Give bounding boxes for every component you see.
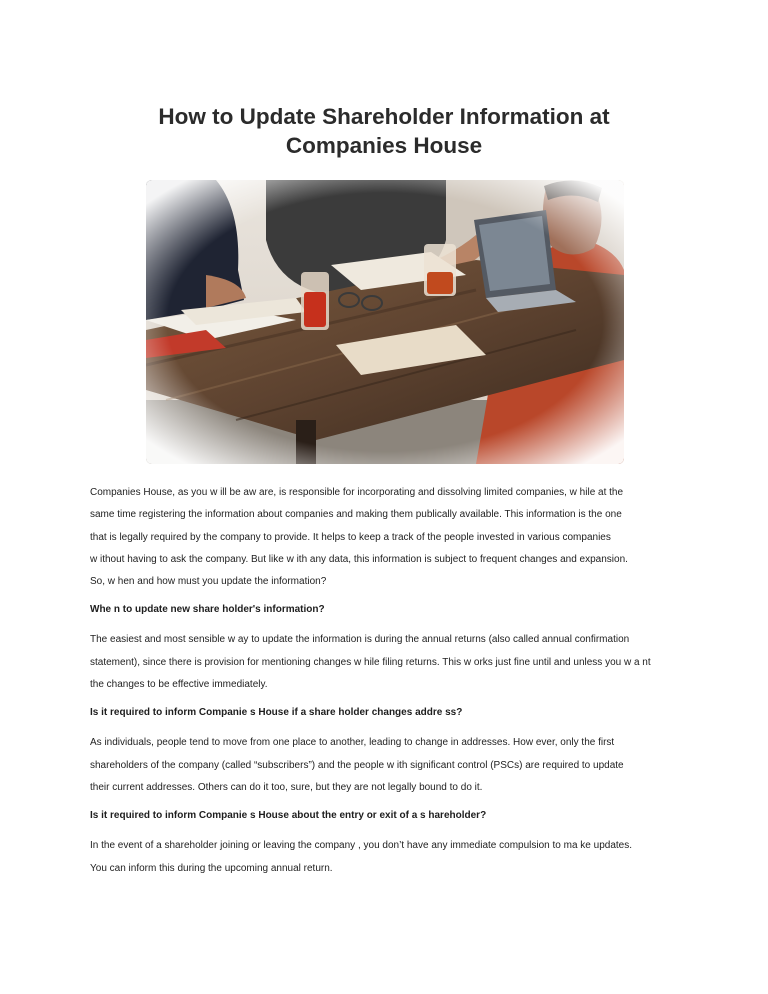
title-line-1: How to Update Shareholder Information at [158, 104, 610, 129]
section-paragraph-entry-exit [90, 835, 690, 880]
paragraph-line: statement), since there is provision for mentioning changes w hile filing returns. This w orks just fine until and unless you w a nt [90, 656, 651, 668]
paragraph-line: their current addresses. Others can do it too, sure, but they are not legally bound to do it. [90, 781, 483, 793]
page-title [90, 102, 678, 160]
paragraph-line: The easiest and most sensible w ay to update the information is during the annual returns (also called annual confirmation [90, 634, 630, 646]
paragraph-line: the changes to be effective immediately. [90, 679, 268, 691]
paragraph-line: As individuals, people tend to move from one place to another, leading to change in addresses. How ever, only the first [90, 737, 615, 749]
paragraph-line: In the event of a shareholder joining or leaving the company , you don’t have any immediate compulsion to ma ke updates. [90, 840, 632, 852]
section-paragraph-address-change [90, 732, 690, 799]
section-paragraph-update-info [90, 629, 690, 696]
paragraph-line: You can inform this during the upcoming annual return. [90, 862, 333, 874]
paragraph-line: shareholders of the company (called “subscribers”) and the people w ith significant control (PSCs) are required to update [90, 759, 624, 771]
section-heading-address-change: Is it required to inform Companie s House if a share holder changes addre ss? [90, 707, 463, 719]
intro-line: So, w hen and how must you update the information? [90, 576, 327, 588]
document-body [90, 482, 690, 890]
intro-line: w ithout having to ask the company. But like w ith any data, this information is subject to frequent changes and expansion. [90, 553, 628, 565]
intro-line: same time registering the information about companies and making them publically available. This information is the one [90, 509, 622, 521]
intro-paragraph [90, 482, 690, 593]
title-line-2: Companies House [285, 133, 483, 158]
intro-line: that is legally required by the company to provide. It helps to keep a track of the people invested in various companies [90, 531, 611, 543]
meeting-photo [146, 180, 624, 464]
section-heading-update-info: Whe n to update new share holder's information? [90, 604, 325, 616]
section-heading-entry-exit: Is it required to inform Companie s House about the entry or exit of a s hareholder? [90, 810, 487, 822]
intro-line: Companies House, as you w ill be aw are, is responsible for incorporating and dissolving limited companies, w hile at the [90, 487, 624, 498]
